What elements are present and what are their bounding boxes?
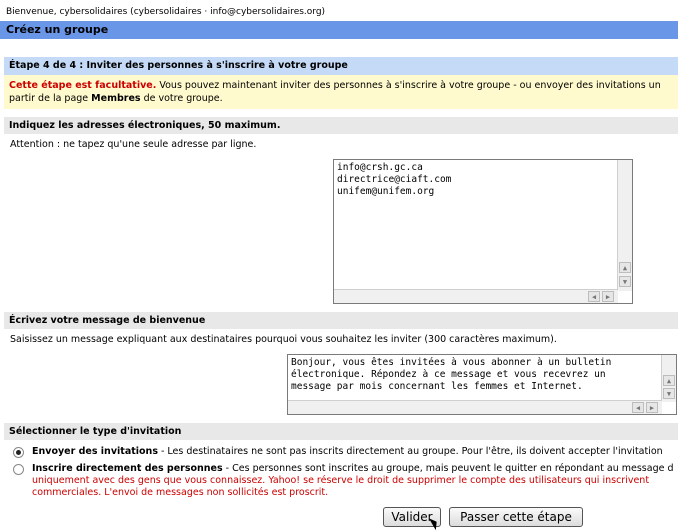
optional-notice-line2-prefix: partir de la page [9, 93, 92, 104]
scroll-down-icon[interactable]: ▼ [619, 276, 631, 287]
optional-notice-line1: Vous pouvez maintenant inviter des personnes à s'inscrire à votre groupe - ou envoyer des invitations un [156, 80, 661, 91]
message-horizontal-scrollbar[interactable] [288, 400, 662, 414]
optional-notice-line2-suffix: de votre groupe. [140, 93, 223, 104]
invitation-type-heading: Sélectionner le type d'invitation [9, 426, 182, 437]
direct-subscribe-radio[interactable] [13, 464, 24, 475]
direct-subscribe-warning-line1: uniquement avec des gens que vous connaissez. Yahoo! se réserve le droit de supprimer le compte des utilisateurs qui inscrivent [32, 475, 650, 486]
direct-subscribe-option [32, 463, 674, 474]
email-addresses-value: info@crsh.gc.ca directrice@ciaft.com unifem@unifem.org [337, 162, 452, 197]
send-invitations-radio[interactable] [13, 447, 24, 458]
members-link-text: Membres [91, 93, 141, 104]
submit-button[interactable]: Valider [383, 507, 441, 527]
step-label: Étape 4 de 4 : Inviter des personnes à s'inscrire à votre groupe [9, 60, 348, 71]
optional-notice [4, 75, 678, 109]
scroll-right-icon[interactable]: ▶ [602, 291, 614, 302]
email-addresses-textarea[interactable] [333, 159, 633, 304]
direct-subscribe-desc: - Ces personnes sont inscrites au groupe, mais peuvent le quitter en répondant au message d [222, 463, 674, 474]
addresses-section-header [4, 117, 678, 134]
welcome-message-value: Bonjour, vous êtes invitées à vous abonner à un bulletin électronique. Répondez à ce message et vous recevrez un message par mois concernant les femmes et Internet. [291, 357, 612, 392]
addresses-horizontal-scrollbar[interactable] [334, 289, 618, 303]
welcome-message-hint: Saisissez un message expliquant aux destinataires pourquoi vous souhaitez les inviter (300 caractères maximum). [10, 334, 557, 345]
send-invitations-label: Envoyer des invitations [32, 446, 158, 457]
scroll-up-icon[interactable]: ▲ [663, 375, 675, 386]
addresses-vertical-scrollbar[interactable] [617, 160, 632, 291]
page-title: Créez un groupe [6, 23, 109, 36]
scroll-down-icon[interactable]: ▼ [663, 388, 675, 399]
send-invitations-desc: - Les destinataires ne sont pas inscrits directement au groupe. Pour l'être, ils doivent accepter l'invitation [157, 446, 663, 457]
skip-step-button[interactable]: Passer cette étape [449, 507, 583, 527]
welcome-message-textarea[interactable] [287, 354, 677, 415]
welcome-text: Bienvenue, cybersolidaires (cybersolidaires · info@cybersolidaires.org) [6, 7, 326, 17]
addresses-heading: Indiquez les adresses électroniques, 50 maximum. [9, 120, 281, 131]
addresses-hint: Attention : ne tapez qu'une seule adresse par ligne. [10, 139, 257, 150]
welcome-message-section-header [4, 312, 678, 329]
scroll-up-icon[interactable]: ▲ [619, 262, 631, 273]
scroll-left-icon[interactable]: ◀ [632, 402, 644, 413]
message-vertical-scrollbar[interactable] [661, 355, 676, 402]
optional-notice-bold: Cette étape est facultative. [9, 80, 157, 91]
scroll-right-icon[interactable]: ▶ [646, 402, 658, 413]
direct-subscribe-warning-line2: commerciales. L'envoi de messages non sollicités est proscrit. [32, 487, 329, 498]
scroll-left-icon[interactable]: ◀ [588, 291, 600, 302]
page-title-bar [0, 21, 678, 39]
send-invitations-option [32, 446, 663, 457]
direct-subscribe-label: Inscrire directement des personnes [32, 463, 223, 474]
welcome-message-heading: Écrivez votre message de bienvenue [9, 315, 206, 326]
invitation-type-section-header [4, 423, 678, 440]
step-bar [4, 57, 678, 75]
